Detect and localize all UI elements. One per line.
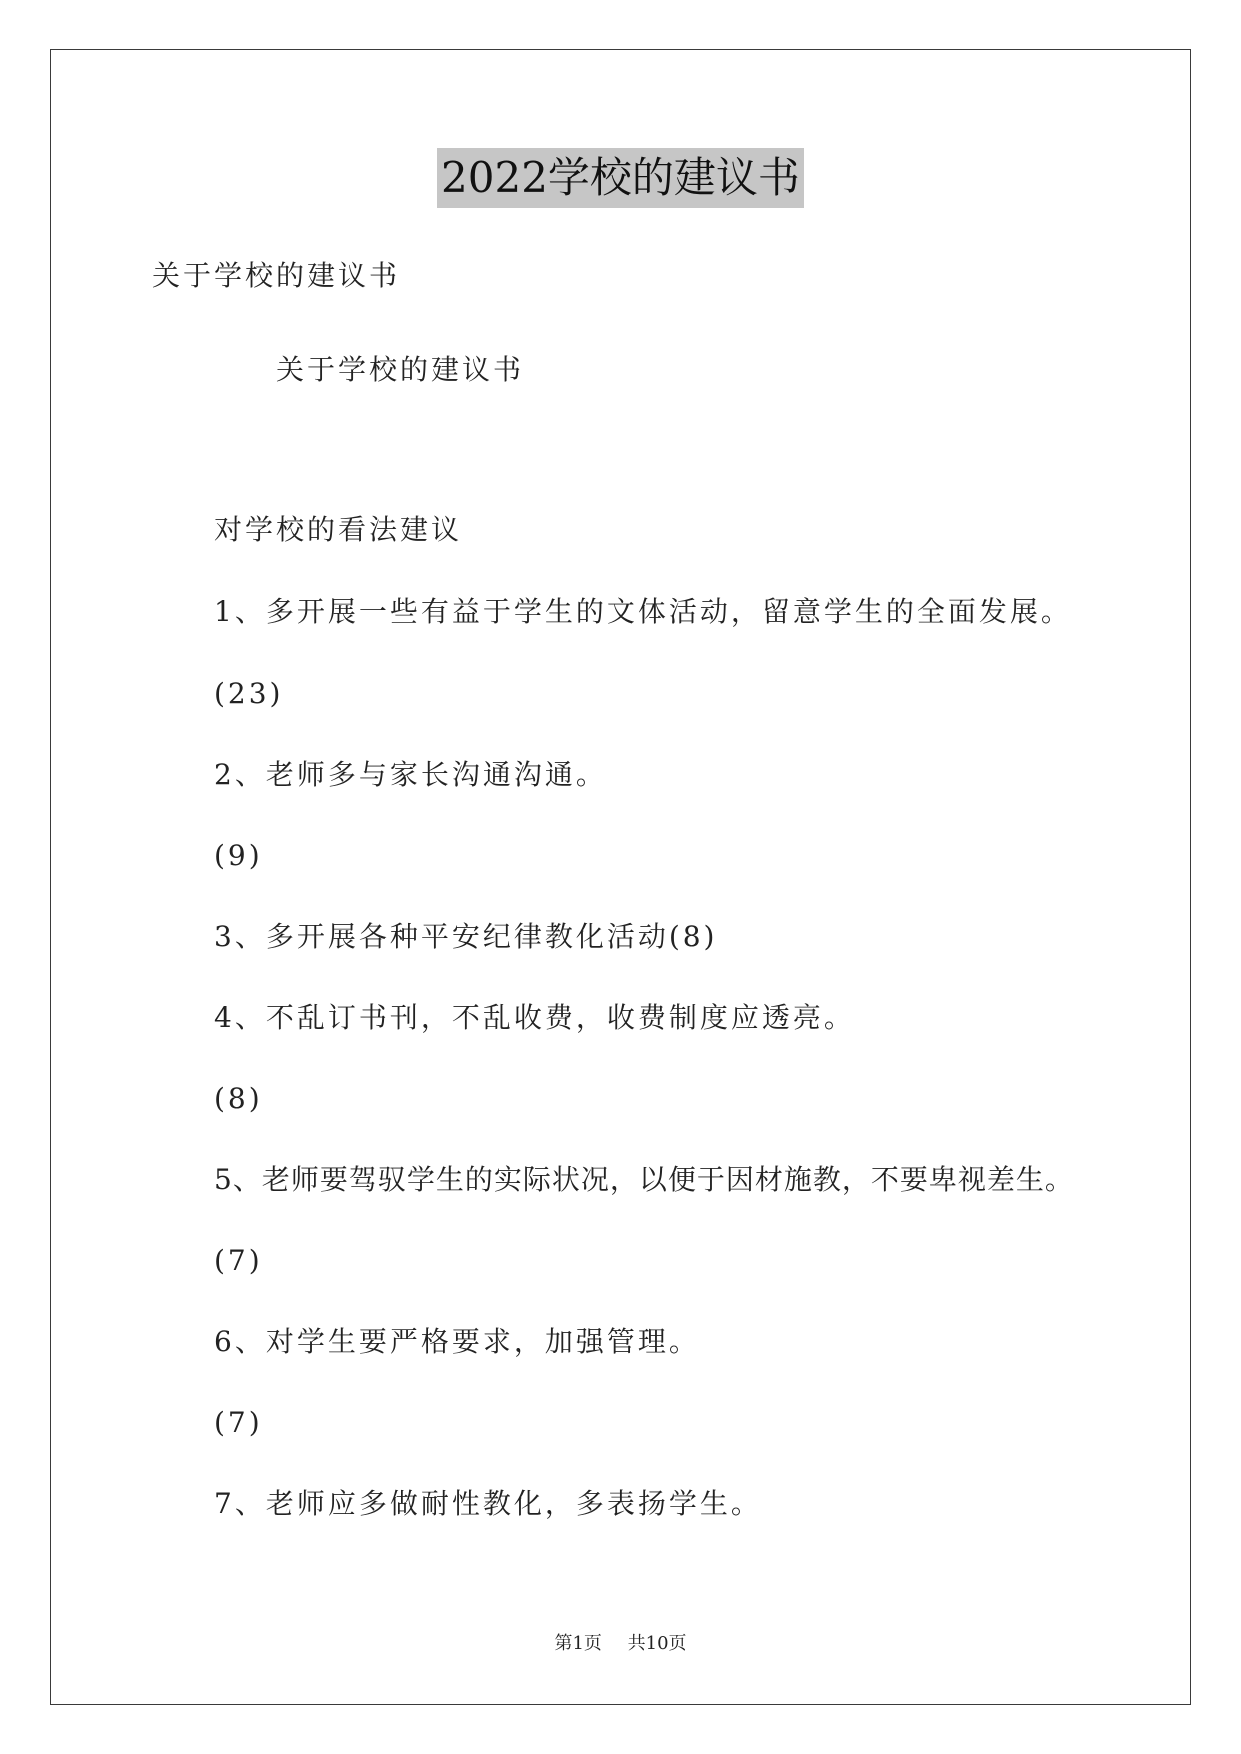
paragraph-line: 3、多开展各种平安纪律教化活动(8) [214, 920, 718, 953]
page-number-current: 第1页 [554, 1633, 602, 1654]
paragraph-line: (23) [214, 677, 284, 710]
title-container [0, 148, 1241, 208]
paragraph-line: 4、不乱订书刊，不乱收费，收费制度应透亮。 [214, 1001, 855, 1034]
paragraph-line: 7、老师应多做耐性教化，多表扬学生。 [214, 1487, 762, 1520]
page-number-total: 共10页 [627, 1633, 687, 1654]
paragraph-line: 5、老师要驾驭学生的实际状况，以便于因材施教，不要卑视差生。 [214, 1163, 1074, 1196]
paragraph-line: (7) [214, 1244, 263, 1277]
page-footer [0, 1632, 1241, 1656]
paragraph-line: (9) [214, 839, 263, 872]
document-title: 2022学校的建议书 [437, 148, 804, 208]
subheading-line: 关于学校的建议书 [276, 353, 525, 386]
heading-line: 关于学校的建议书 [152, 259, 401, 292]
paragraph-line: 6、对学生要严格要求，加强管理。 [214, 1325, 700, 1358]
paragraph-line: 2、老师多与家长沟通沟通。 [214, 758, 607, 791]
paragraph-line: (8) [214, 1082, 263, 1115]
paragraph-line: (7) [214, 1406, 263, 1439]
paragraph-line: 1、多开展一些有益于学生的文体活动，留意学生的全面发展。 [214, 595, 1072, 628]
page-border [50, 49, 1191, 1705]
section-heading: 对学校的看法建议 [214, 513, 463, 546]
